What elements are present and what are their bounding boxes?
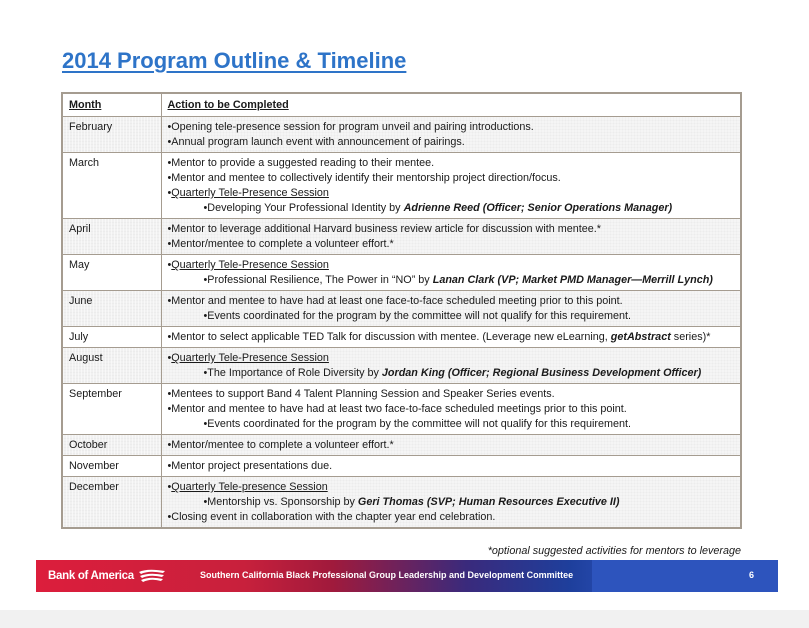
table-row: [62, 153, 741, 219]
action-text: •Mentor to leverage additional Harvard business review article for discussion with mentee.*: [167, 223, 601, 235]
action-text: •Mentorship vs. Sponsorship by: [203, 496, 358, 508]
table-row: [62, 477, 741, 529]
action-line: [168, 135, 735, 150]
month-cell: October: [62, 435, 161, 456]
table-row: [62, 117, 741, 153]
session-title: Quarterly Tele-Presence Session: [171, 259, 329, 271]
action-line: [168, 402, 735, 417]
action-line: [168, 438, 735, 453]
program-timeline-table: [61, 92, 742, 529]
action-text: •Mentor and mentee to collectively identify their mentorship project direction/focus.: [167, 172, 561, 184]
action-text: series)*: [670, 331, 711, 343]
action-text: •: [167, 481, 172, 493]
action-line: [168, 171, 735, 186]
action-line: [168, 186, 735, 201]
table-row: [62, 255, 741, 291]
action-line: [168, 387, 735, 402]
footer-committee-text: Southern California Black Professional Group Leadership and Development Committee: [200, 570, 574, 580]
action-cell: [161, 117, 741, 153]
table-row: [62, 291, 741, 327]
bottom-strip: [0, 610, 809, 628]
action-cell: [161, 348, 741, 384]
month-cell: July: [62, 327, 161, 348]
action-column-header: Action to be Completed: [161, 93, 741, 117]
action-text: •Professional Resilience, The Power in “NO” by: [203, 274, 433, 286]
page-number: 6: [748, 570, 754, 580]
table-row: [62, 348, 741, 384]
action-line: [168, 120, 735, 135]
action-line: [168, 201, 735, 216]
action-line: [168, 495, 735, 510]
table-header-row: [62, 93, 741, 117]
action-cell: [161, 291, 741, 327]
month-cell: December: [62, 477, 161, 529]
action-text: •Mentor to select applicable TED Talk for discussion with mentee. (Leverage new eLearning,: [167, 331, 611, 343]
page-title: 2014 Program Outline & Timeline: [62, 48, 407, 73]
logo-text: Bank of America: [48, 570, 134, 582]
action-text: •Mentor/mentee to complete a volunteer effort.*: [167, 439, 394, 451]
bank-of-america-logo: [48, 569, 167, 583]
action-cell: [161, 255, 741, 291]
action-line: [168, 309, 735, 324]
action-cell: [161, 435, 741, 456]
table-row: [62, 384, 741, 435]
action-line: [168, 258, 735, 273]
action-cell: [161, 477, 741, 529]
table-row: [62, 219, 741, 255]
speaker-name: Adrienne Reed (Officer; Senior Operations Manager): [403, 202, 673, 214]
action-cell: [161, 456, 741, 477]
table-row: [62, 435, 741, 456]
action-text: •Mentor to provide a suggested reading to their mentee.: [167, 157, 435, 169]
footer-bar: [36, 560, 778, 592]
action-text: •Events coordinated for the program by the committee will not qualify for this requirement.: [203, 310, 631, 322]
action-text: •: [167, 352, 172, 364]
speaker-name: Geri Thomas (SVP; Human Resources Executive II): [357, 496, 620, 508]
session-title: Quarterly Tele-Presence Session: [171, 352, 329, 364]
action-line: [168, 156, 735, 171]
month-column-header: Month: [62, 93, 161, 117]
action-cell: [161, 384, 741, 435]
action-text: •The Importance of Role Diversity by: [203, 367, 382, 379]
month-cell: May: [62, 255, 161, 291]
month-cell: March: [62, 153, 161, 219]
action-line: [168, 459, 735, 474]
action-line: [168, 366, 735, 381]
action-text: •: [167, 187, 172, 199]
action-text: •Mentor/mentee to complete a volunteer effort.*: [167, 238, 394, 250]
speaker-name: Lanan Clark (VP; Market PMD Manager—Merrill Lynch): [432, 274, 713, 286]
action-text: •Mentees to support Band 4 Talent Planning Session and Speaker Series events.: [167, 388, 555, 400]
table-row: [62, 456, 741, 477]
action-text: •Mentor project presentations due.: [167, 460, 333, 472]
action-line: [168, 273, 735, 288]
action-line: [168, 351, 735, 366]
action-line: [168, 480, 735, 495]
session-title: Quarterly Tele-presence Session: [171, 481, 328, 493]
speaker-name: getAbstract: [610, 331, 671, 343]
table-row: [62, 327, 741, 348]
month-cell: September: [62, 384, 161, 435]
action-text: •Mentor and mentee to have had at least one face-to-face scheduled meeting prior to this point.: [167, 295, 623, 307]
month-cell: April: [62, 219, 161, 255]
action-text: •Opening tele-presence session for program unveil and pairing introductions.: [167, 121, 534, 133]
optional-activities-note: *optional suggested activities for mentors to leverage: [487, 545, 741, 557]
month-cell: June: [62, 291, 161, 327]
action-line: [168, 294, 735, 309]
action-line: [168, 417, 735, 432]
action-cell: [161, 219, 741, 255]
action-line: [168, 330, 735, 345]
month-cell: August: [62, 348, 161, 384]
action-line: [168, 237, 735, 252]
action-text: •Events coordinated for the program by the committee will not qualify for this requirement.: [203, 418, 631, 430]
action-text: •Annual program launch event with announcement of pairings.: [167, 136, 465, 148]
action-text: •: [167, 259, 172, 271]
action-text: •Closing event in collaboration with the chapter year end celebration.: [167, 511, 496, 523]
flag-icon: [137, 569, 167, 583]
action-cell: [161, 153, 741, 219]
session-title: Quarterly Tele-Presence Session: [171, 187, 329, 199]
action-cell: [161, 327, 741, 348]
speaker-name: Jordan King (Officer; Regional Business Development Officer): [381, 367, 702, 379]
month-cell: February: [62, 117, 161, 153]
action-text: •Developing Your Professional Identity by: [203, 202, 404, 214]
action-line: [168, 510, 735, 525]
action-text: •Mentor and mentee to have had at least two face-to-face scheduled meetings prior to this point.: [167, 403, 627, 415]
action-line: [168, 222, 735, 237]
month-cell: November: [62, 456, 161, 477]
